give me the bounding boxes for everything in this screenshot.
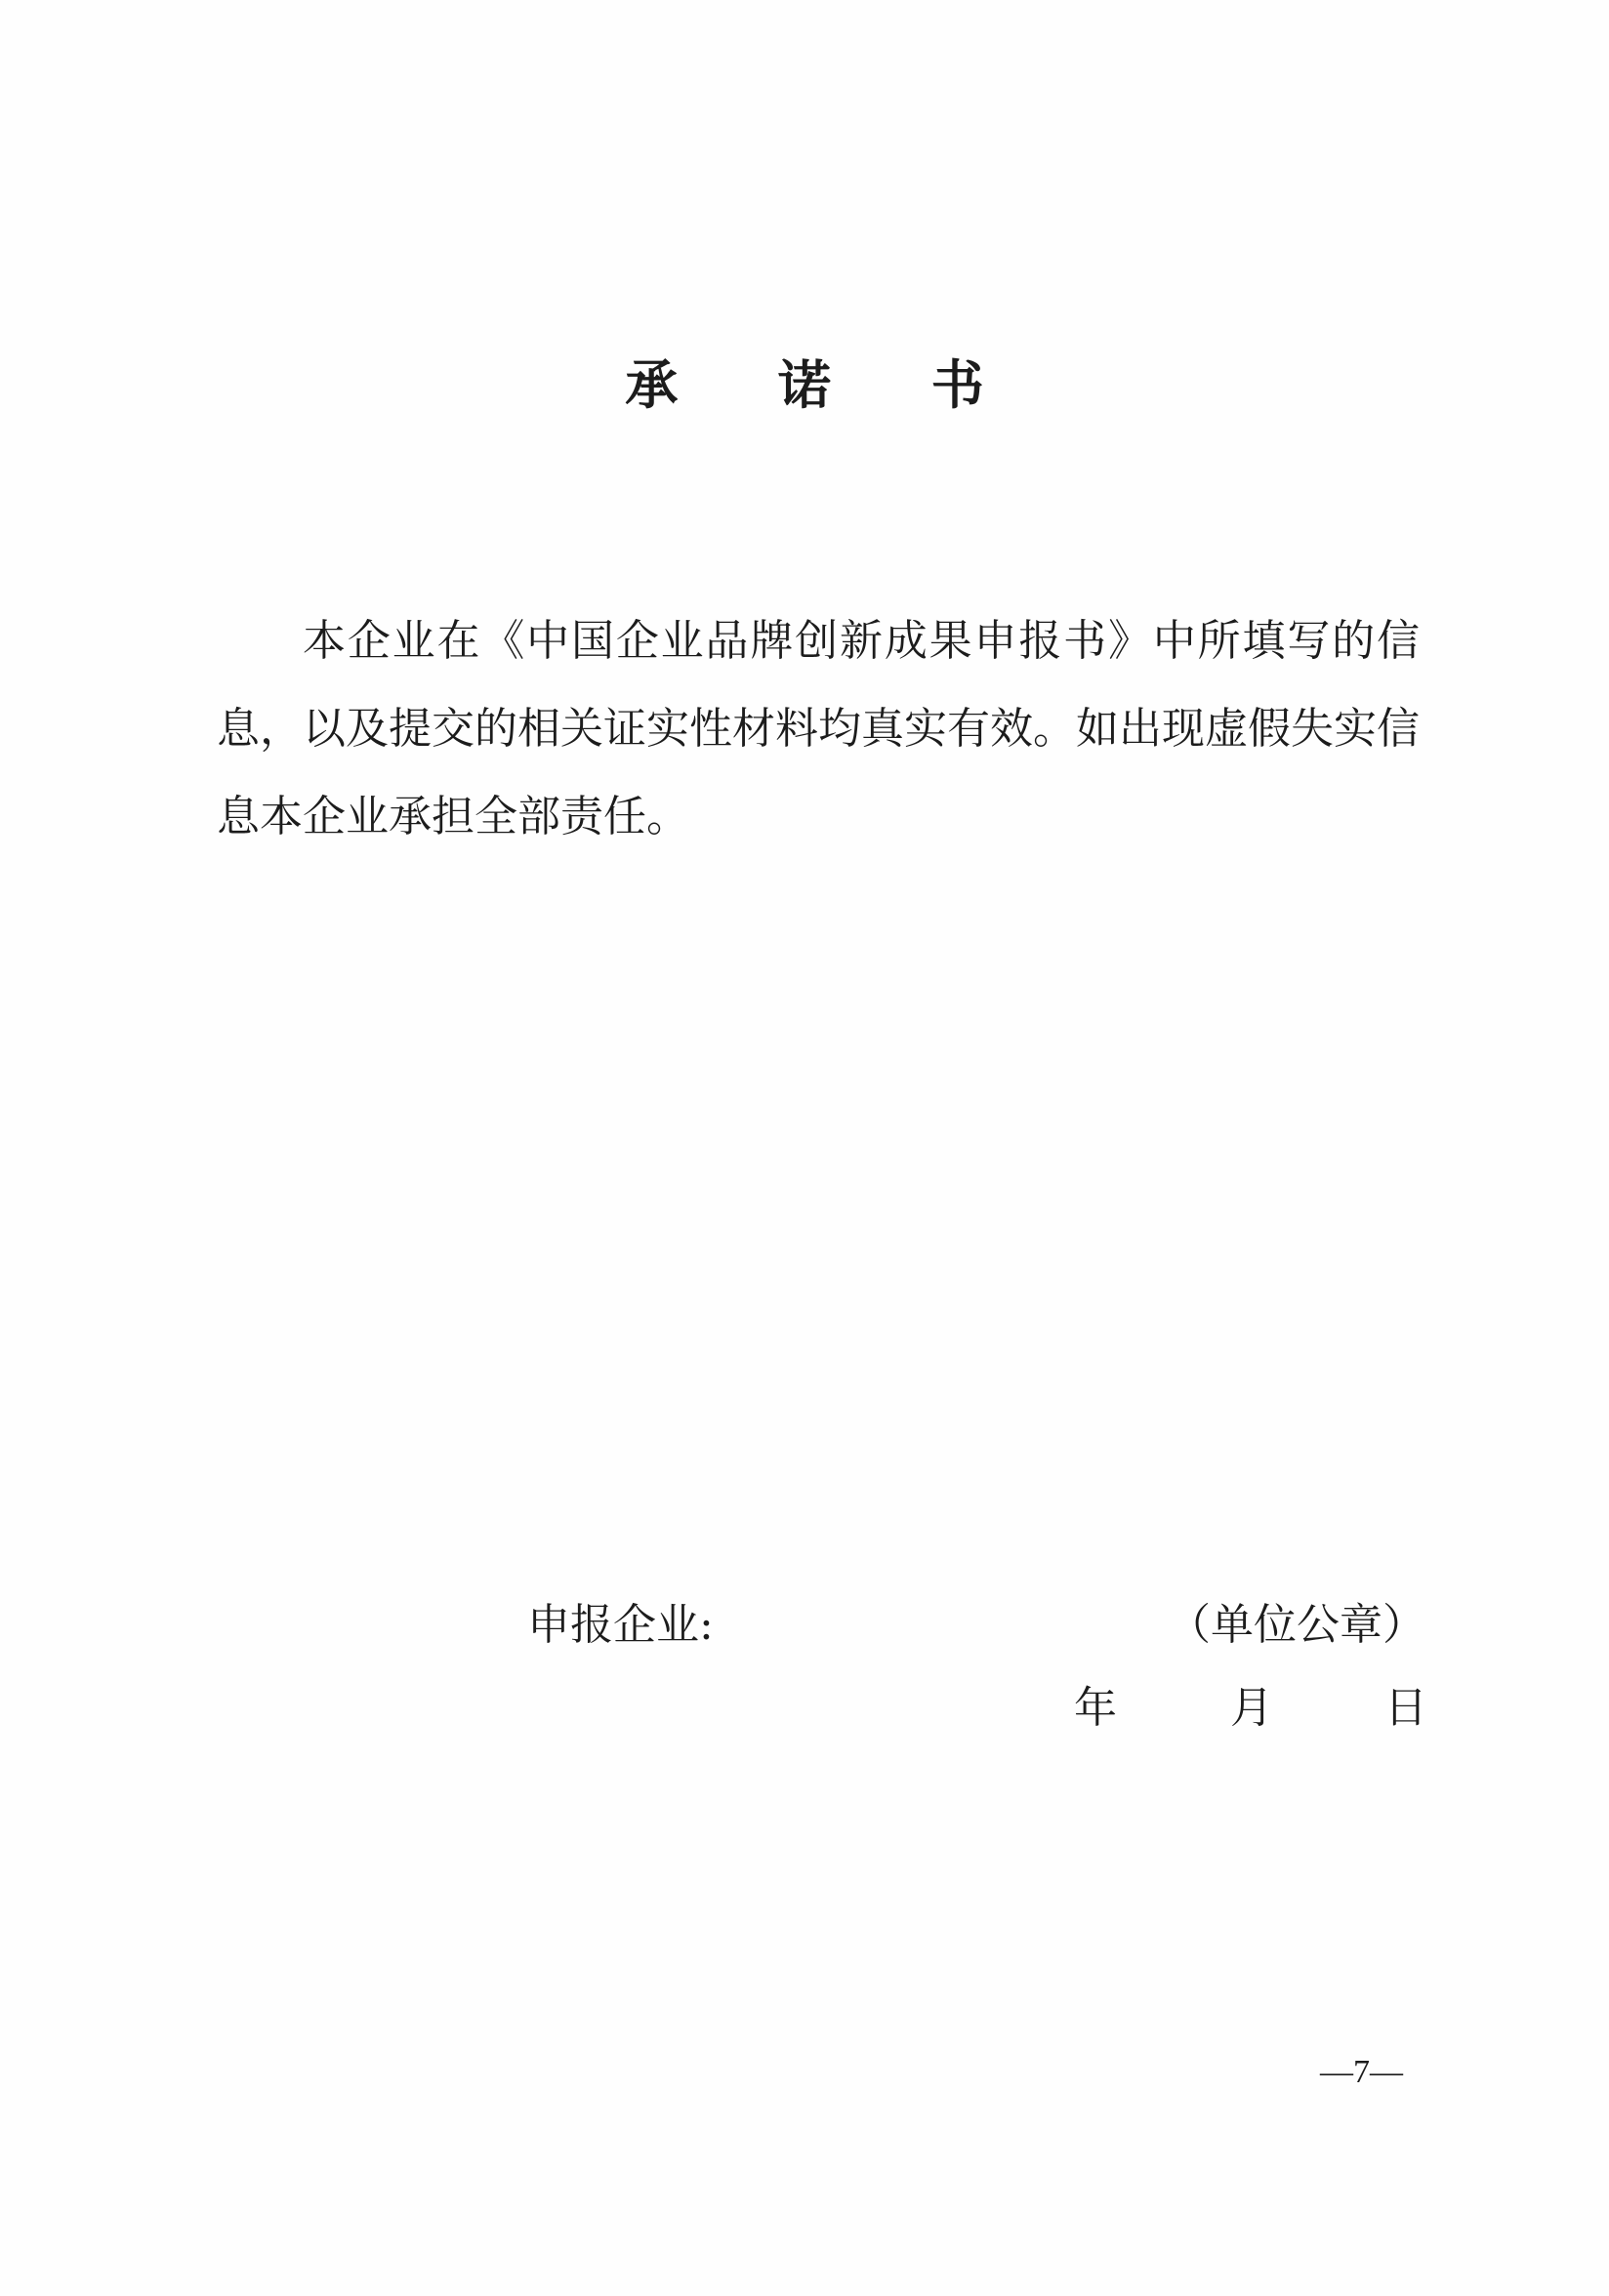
year-label: 年 (1074, 1683, 1117, 1733)
commitment-paragraph: 本企业在《中国企业品牌创新成果申报书》中所填写的信息，以及提交的相关证实性材料均真实有效。如出现虚假失实信息本企业承担全部责任。 (217, 616, 1420, 841)
day-label: 日 (1384, 1683, 1427, 1733)
seal-label: （单位公章） (1168, 1600, 1425, 1650)
month-label: 月 (1230, 1683, 1273, 1733)
page-number: —7— (1320, 2054, 1403, 2090)
applicant-label: 申报企业: (527, 1600, 714, 1650)
page-title: 承 诺 书 (625, 354, 1025, 416)
